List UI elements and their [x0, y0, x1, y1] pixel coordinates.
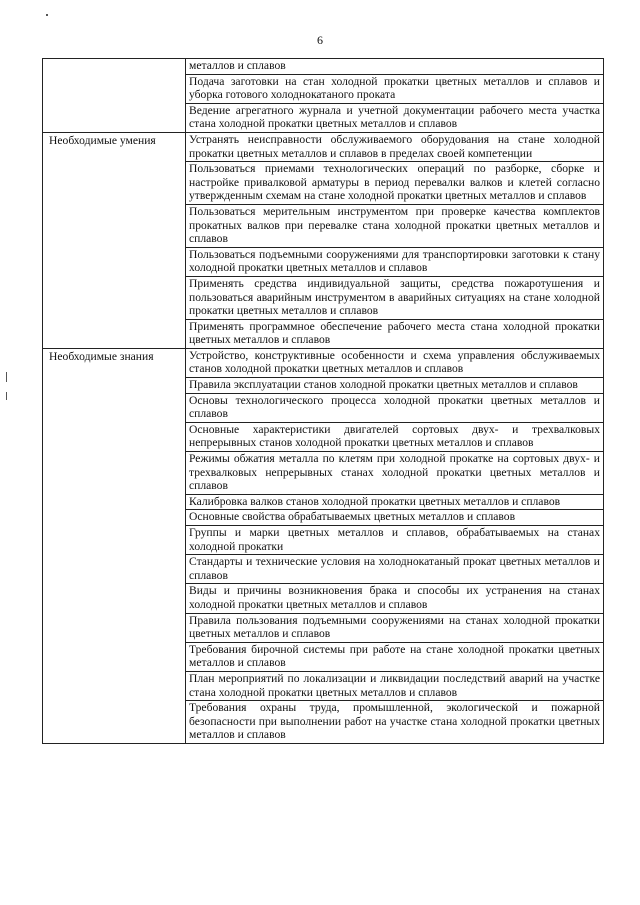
scan-speck: [46, 14, 48, 16]
requirement-text: Основы технологического процесса холодной прокатки цветных металлов и сплавов: [186, 393, 604, 422]
requirement-text: Подача заготовки на стан холодной прокатки цветных металлов и сплавов и уборка готового холоднокатаного проката: [186, 74, 604, 103]
scan-speck: [6, 392, 7, 400]
requirement-text: Правила пользования подъемными сооружениями на станах холодной прокатки цветных металлов и сплавов: [186, 613, 604, 642]
requirement-text: Пользоваться мерительным инструментом при проверке качества комплектов прокатных валков при перевалке стана холодной прокатки цветных металлов и сплавов: [186, 204, 604, 247]
requirement-text: Применять средства индивидуальной защиты, средства пожаротушения и пользоваться аварийным инструментом в аварийных ситуациях на стане холодной прокатки цветных металлов и сплавов: [186, 276, 604, 319]
table-row: [43, 59, 604, 75]
requirement-text: Основные свойства обрабатываемых цветных металлов и сплавов: [186, 510, 604, 526]
group-label: [43, 59, 186, 133]
requirement-text: Устранять неисправности обслуживаемого оборудования на стане холодной прокатки цветных металлов и сплавов в пределах своей компетенции: [186, 132, 604, 161]
requirement-text: Ведение агрегатного журнала и учетной документации рабочего места участка стана холодной прокатки цветных металлов и сплавов: [186, 103, 604, 132]
table-body: [43, 59, 604, 744]
requirement-text: Основные характеристики двигателей сортовых двух- и трехвалковых непрерывных станов холодной прокатки цветных металлов и сплавов: [186, 422, 604, 451]
requirement-text: Правила эксплуатации станов холодной прокатки цветных металлов и сплавов: [186, 378, 604, 394]
requirement-text: Пользоваться подъемными сооружениями для транспортировки заготовки к стану холодной прокатки цветных металлов и сплавов: [186, 247, 604, 276]
requirement-text: Виды и причины возникновения брака и способы их устранения на станах холодной прокатки цветных металлов и сплавов: [186, 584, 604, 613]
requirement-text: План мероприятий по локализации и ликвидации последствий аварий на участке стана холодной прокатки цветных металлов и сплавов: [186, 671, 604, 700]
requirement-text: Калибровка валков станов холодной прокатки цветных металлов и сплавов: [186, 494, 604, 510]
table-row: [43, 132, 604, 161]
page-number: 6: [317, 33, 323, 47]
table-row: [43, 348, 604, 377]
requirement-text: Стандарты и технические условия на холоднокатаный прокат цветных металлов и сплавов: [186, 555, 604, 584]
requirement-text: Применять программное обеспечение рабочего места стана холодной прокатки цветных металлов и сплавов: [186, 319, 604, 348]
group-label: Необходимые знания: [43, 348, 186, 743]
requirement-text: Требования бирочной системы при работе на стане холодной прокатки цветных металлов и сплавов: [186, 642, 604, 671]
requirement-text: Группы и марки цветных металлов и сплавов, обрабатываемых на станах холодной прокатки: [186, 526, 604, 555]
scan-speck: [6, 372, 7, 382]
group-label: Необходимые умения: [43, 132, 186, 348]
requirement-text: Устройство, конструктивные особенности и схема управления обслуживаемых станов холодной прокатки цветных металлов и сплавов: [186, 348, 604, 377]
requirement-text: Требования охраны труда, промышленной, экологической и пожарной безопасности при выполнении работ на участке стана холодной прокатки цветных металлов и сплавов: [186, 701, 604, 744]
competency-table: [42, 58, 604, 744]
requirement-text: Режимы обжатия металла по клетям при холодной прокатке на сортовых двух- и трехвалковых непрерывных станах холодной прокатки цветных металлов и сплавов: [186, 452, 604, 495]
requirement-text: Пользоваться приемами технологических операций по разборке, сборке и настройке привалковой арматуры в период перевалки валков и клетей согласно утвержденным схемам на стане холодной прокатки цветных металлов и сплавов: [186, 162, 604, 205]
requirement-text: металлов и сплавов: [186, 59, 604, 75]
